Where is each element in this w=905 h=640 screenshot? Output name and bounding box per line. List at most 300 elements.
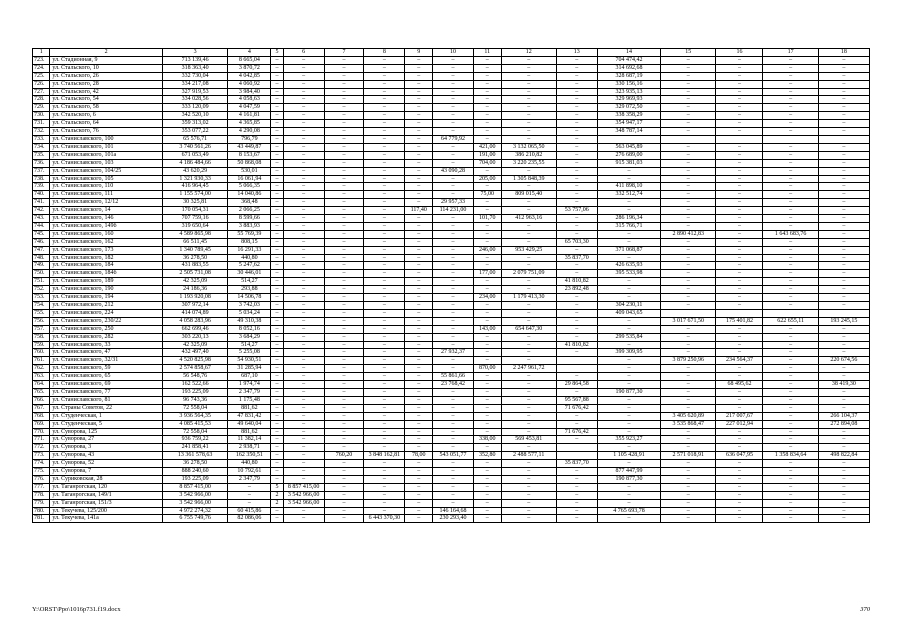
value-cell: – bbox=[283, 72, 324, 80]
value-cell: – bbox=[271, 215, 283, 223]
value-cell: – bbox=[763, 96, 818, 104]
value-cell: 414 074,89 bbox=[162, 309, 227, 317]
value-cell: – bbox=[324, 135, 364, 143]
value-cell: – bbox=[271, 120, 283, 128]
value-cell: 246,00 bbox=[473, 246, 501, 254]
value-cell: – bbox=[433, 483, 474, 491]
value-cell: – bbox=[433, 80, 474, 88]
value-cell: – bbox=[271, 286, 283, 294]
table-row bbox=[33, 515, 870, 523]
value-cell: – bbox=[763, 64, 818, 72]
value-cell: – bbox=[271, 96, 283, 104]
table-row bbox=[33, 72, 870, 80]
value-cell: – bbox=[716, 262, 763, 270]
value-cell: 498 822,84 bbox=[818, 452, 869, 460]
value-cell: 2 505 731,08 bbox=[162, 270, 227, 278]
value-cell: – bbox=[283, 444, 324, 452]
value-cell: 177,00 bbox=[473, 270, 501, 278]
value-cell: – bbox=[433, 468, 474, 476]
value-cell: – bbox=[763, 199, 818, 207]
value-cell: – bbox=[364, 341, 405, 349]
value-cell: 1 179 413,30 bbox=[501, 294, 556, 302]
value-cell: – bbox=[271, 175, 283, 183]
value-cell: – bbox=[818, 460, 869, 468]
value-cell: 234 564,37 bbox=[716, 357, 763, 365]
address-cell: ул. Станиславского, 59 bbox=[50, 365, 163, 373]
table-row bbox=[33, 80, 870, 88]
address-cell: ул. Станиславского, 12/12 bbox=[50, 199, 163, 207]
value-cell: – bbox=[473, 262, 501, 270]
table-row bbox=[33, 294, 870, 302]
value-cell: – bbox=[364, 207, 405, 215]
table-row bbox=[33, 460, 870, 468]
value-cell: – bbox=[324, 483, 364, 491]
value-cell: – bbox=[763, 468, 818, 476]
value-cell: – bbox=[433, 151, 474, 159]
value-cell: – bbox=[716, 373, 763, 381]
value-cell: – bbox=[716, 460, 763, 468]
value-cell: 286 196,34 bbox=[597, 215, 660, 223]
value-cell: – bbox=[501, 357, 556, 365]
value-cell: – bbox=[763, 460, 818, 468]
row-number-cell: 736. bbox=[33, 159, 50, 167]
value-cell: – bbox=[405, 357, 433, 365]
value-cell: – bbox=[716, 286, 763, 294]
value-cell: – bbox=[405, 468, 433, 476]
value-cell: – bbox=[556, 120, 597, 128]
value-cell: – bbox=[716, 499, 763, 507]
value-cell: – bbox=[716, 159, 763, 167]
value-cell: – bbox=[818, 365, 869, 373]
value-cell: – bbox=[271, 302, 283, 310]
value-cell: – bbox=[501, 230, 556, 238]
value-cell: – bbox=[473, 135, 501, 143]
value-cell: – bbox=[405, 222, 433, 230]
value-cell: – bbox=[501, 428, 556, 436]
table-body bbox=[33, 56, 870, 522]
value-cell: – bbox=[763, 167, 818, 175]
value-cell: – bbox=[324, 309, 364, 317]
value-cell: – bbox=[818, 175, 869, 183]
row-number-cell: 741. bbox=[33, 199, 50, 207]
value-cell: 334 217,08 bbox=[162, 80, 227, 88]
value-cell: 809 015,40 bbox=[501, 191, 556, 199]
value-cell: – bbox=[364, 333, 405, 341]
value-cell: – bbox=[324, 207, 364, 215]
row-number-cell: 723. bbox=[33, 56, 50, 64]
value-cell: – bbox=[283, 475, 324, 483]
value-cell: – bbox=[556, 325, 597, 333]
row-number-cell: 777. bbox=[33, 483, 50, 491]
row-number-cell: 769. bbox=[33, 420, 50, 428]
value-cell: 808,15 bbox=[228, 238, 271, 246]
value-cell: – bbox=[716, 151, 763, 159]
table-row bbox=[33, 112, 870, 120]
value-cell: – bbox=[271, 317, 283, 325]
value-cell: – bbox=[763, 191, 818, 199]
row-number-cell: 745. bbox=[33, 230, 50, 238]
value-cell: – bbox=[271, 357, 283, 365]
row-number-cell: 750. bbox=[33, 270, 50, 278]
value-cell: – bbox=[405, 254, 433, 262]
value-cell: – bbox=[661, 191, 716, 199]
table-row bbox=[33, 436, 870, 444]
value-cell: – bbox=[271, 515, 283, 523]
value-cell: – bbox=[433, 444, 474, 452]
value-cell: 881,62 bbox=[228, 404, 271, 412]
value-cell: – bbox=[364, 436, 405, 444]
table-row bbox=[33, 349, 870, 357]
value-cell: 3 740 561,26 bbox=[162, 143, 227, 151]
value-cell: – bbox=[271, 373, 283, 381]
value-cell: – bbox=[501, 80, 556, 88]
value-cell bbox=[556, 365, 597, 373]
value-cell: – bbox=[818, 215, 869, 223]
value-cell: – bbox=[556, 270, 597, 278]
value-cell: – bbox=[405, 230, 433, 238]
value-cell: – bbox=[763, 183, 818, 191]
value-cell: 53 757,06 bbox=[556, 207, 597, 215]
value-cell: – bbox=[271, 151, 283, 159]
value-cell: – bbox=[364, 128, 405, 136]
value-cell: 68 495,62 bbox=[716, 381, 763, 389]
value-cell: – bbox=[271, 412, 283, 420]
value-cell: – bbox=[556, 483, 597, 491]
value-cell: – bbox=[405, 365, 433, 373]
value-cell: – bbox=[556, 215, 597, 223]
value-cell: – bbox=[661, 183, 716, 191]
value-cell: – bbox=[763, 56, 818, 64]
value-cell: – bbox=[763, 215, 818, 223]
value-cell: – bbox=[324, 317, 364, 325]
value-cell: – bbox=[271, 381, 283, 389]
value-cell: – bbox=[433, 104, 474, 112]
value-cell: – bbox=[501, 373, 556, 381]
value-cell bbox=[556, 452, 597, 460]
value-cell: – bbox=[433, 72, 474, 80]
value-cell bbox=[661, 309, 716, 317]
value-cell: – bbox=[818, 507, 869, 515]
table-row bbox=[33, 215, 870, 223]
value-cell: – bbox=[556, 199, 597, 207]
value-cell: 412 963,16 bbox=[501, 215, 556, 223]
value-cell: – bbox=[324, 460, 364, 468]
address-cell: ул. Стальского, 58 bbox=[50, 104, 163, 112]
value-cell: – bbox=[271, 112, 283, 120]
value-cell bbox=[818, 135, 869, 143]
row-number-cell: 752. bbox=[33, 286, 50, 294]
value-cell: – bbox=[473, 468, 501, 476]
value-cell: – bbox=[716, 270, 763, 278]
value-cell: – bbox=[473, 286, 501, 294]
value-cell: – bbox=[716, 483, 763, 491]
value-cell: – bbox=[405, 270, 433, 278]
value-cell: – bbox=[763, 420, 818, 428]
value-cell: 3 405 620,89 bbox=[661, 412, 716, 420]
value-cell: – bbox=[364, 468, 405, 476]
value-cell: – bbox=[661, 349, 716, 357]
value-cell: 440,80 bbox=[228, 460, 271, 468]
value-cell: 65 703,30 bbox=[556, 238, 597, 246]
table-row bbox=[33, 104, 870, 112]
value-cell: 5 066,35 bbox=[228, 183, 271, 191]
value-cell: – bbox=[818, 270, 869, 278]
value-cell: – bbox=[818, 222, 869, 230]
value-cell: – bbox=[661, 112, 716, 120]
value-cell: 266 104,37 bbox=[818, 412, 869, 420]
row-number-cell: 756. bbox=[33, 317, 50, 325]
value-cell: – bbox=[818, 254, 869, 262]
value-cell: – bbox=[405, 183, 433, 191]
value-cell: – bbox=[324, 396, 364, 404]
value-cell: – bbox=[283, 396, 324, 404]
value-cell: 3 684,29 bbox=[228, 333, 271, 341]
value-cell: 75,00 bbox=[473, 191, 501, 199]
value-cell: 1 358 834,64 bbox=[763, 452, 818, 460]
table-row bbox=[33, 468, 870, 476]
value-cell: – bbox=[763, 80, 818, 88]
value-cell: – bbox=[271, 135, 283, 143]
value-cell: – bbox=[433, 175, 474, 183]
table-row bbox=[33, 491, 870, 499]
value-cell: – bbox=[716, 222, 763, 230]
value-cell: – bbox=[716, 468, 763, 476]
value-cell: – bbox=[556, 104, 597, 112]
value-cell: – bbox=[556, 507, 597, 515]
value-cell: – bbox=[501, 420, 556, 428]
value-cell: – bbox=[818, 302, 869, 310]
value-cell: – bbox=[716, 491, 763, 499]
column-header: 7 bbox=[324, 49, 364, 57]
value-cell: – bbox=[473, 104, 501, 112]
value-cell: – bbox=[271, 309, 283, 317]
value-cell: – bbox=[271, 80, 283, 88]
value-cell: – bbox=[283, 373, 324, 381]
value-cell: – bbox=[763, 507, 818, 515]
value-cell: – bbox=[818, 104, 869, 112]
value-cell: 41 810,82 bbox=[556, 278, 597, 286]
value-cell: – bbox=[818, 491, 869, 499]
address-cell: ул. Станиславского, 184 bbox=[50, 262, 163, 270]
value-cell: – bbox=[556, 112, 597, 120]
value-cell: – bbox=[818, 436, 869, 444]
value-cell: – bbox=[597, 396, 660, 404]
value-cell: – bbox=[763, 483, 818, 491]
value-cell: – bbox=[473, 507, 501, 515]
value-cell: – bbox=[405, 151, 433, 159]
value-cell: 30 446,01 bbox=[228, 270, 271, 278]
table-row bbox=[33, 96, 870, 104]
value-cell: – bbox=[661, 388, 716, 396]
value-cell: – bbox=[763, 222, 818, 230]
value-cell: – bbox=[283, 302, 324, 310]
table-row bbox=[33, 428, 870, 436]
value-cell: – bbox=[473, 341, 501, 349]
value-cell: – bbox=[433, 357, 474, 365]
value-cell: – bbox=[597, 357, 660, 365]
value-cell: – bbox=[763, 72, 818, 80]
value-cell: 348 787,14 bbox=[597, 128, 660, 136]
address-cell: ул. Станиславского, 103 bbox=[50, 159, 163, 167]
row-number-cell: 771. bbox=[33, 436, 50, 444]
value-cell bbox=[661, 135, 716, 143]
value-cell: – bbox=[556, 191, 597, 199]
address-cell: ул. Студенческая, 5 bbox=[50, 420, 163, 428]
row-number-cell: 778. bbox=[33, 491, 50, 499]
address-cell: ул. Стальского, 10 bbox=[50, 64, 163, 72]
value-cell: – bbox=[433, 491, 474, 499]
address-cell: ул. Таганрогская, 151/3 bbox=[50, 499, 163, 507]
value-cell: – bbox=[364, 120, 405, 128]
value-cell: – bbox=[716, 80, 763, 88]
value-cell: – bbox=[283, 254, 324, 262]
address-cell: ул. Станиславского, 250 bbox=[50, 325, 163, 333]
row-number-cell: 730. bbox=[33, 112, 50, 120]
row-number-cell: 763. bbox=[33, 373, 50, 381]
value-cell: – bbox=[501, 199, 556, 207]
value-cell: 870,00 bbox=[473, 365, 501, 373]
value-cell: 395 533,98 bbox=[597, 270, 660, 278]
value-cell: – bbox=[271, 325, 283, 333]
header-row bbox=[33, 49, 870, 57]
value-cell: 175 401,82 bbox=[716, 317, 763, 325]
value-cell: 117,40 bbox=[405, 207, 433, 215]
address-cell: ул. Станиславского, 77 bbox=[50, 388, 163, 396]
value-cell: – bbox=[716, 96, 763, 104]
value-cell: – bbox=[818, 56, 869, 64]
value-cell bbox=[818, 309, 869, 317]
value-cell: – bbox=[818, 388, 869, 396]
value-cell: – bbox=[501, 262, 556, 270]
value-cell: – bbox=[473, 72, 501, 80]
value-cell: 953 429,25 bbox=[501, 246, 556, 254]
value-cell: 4 589 865,98 bbox=[162, 230, 227, 238]
value-cell: – bbox=[716, 207, 763, 215]
value-cell: 654 647,30 bbox=[501, 325, 556, 333]
value-cell: – bbox=[763, 262, 818, 270]
value-cell: – bbox=[661, 262, 716, 270]
address-cell: ул. Стальского, 42 bbox=[50, 88, 163, 96]
value-cell: 96 743,36 bbox=[162, 396, 227, 404]
table-row bbox=[33, 444, 870, 452]
address-cell: ул. Стальского, 6 bbox=[50, 112, 163, 120]
value-cell: 43 090,28 bbox=[433, 167, 474, 175]
value-cell: 2 347,79 bbox=[228, 475, 271, 483]
value-cell: 338,00 bbox=[473, 436, 501, 444]
address-cell: ул. Стальского, 54 bbox=[50, 96, 163, 104]
value-cell: – bbox=[661, 72, 716, 80]
address-cell: ул. Станиславского, 104/25 bbox=[50, 167, 163, 175]
value-cell: – bbox=[364, 381, 405, 389]
value-cell: – bbox=[324, 222, 364, 230]
value-cell: – bbox=[324, 183, 364, 191]
value-cell: – bbox=[324, 104, 364, 112]
value-cell: 55 861,66 bbox=[433, 373, 474, 381]
value-cell: – bbox=[324, 230, 364, 238]
value-cell: – bbox=[405, 381, 433, 389]
value-cell: – bbox=[473, 388, 501, 396]
value-cell: – bbox=[364, 349, 405, 357]
value-cell: – bbox=[716, 475, 763, 483]
value-cell: – bbox=[324, 56, 364, 64]
value-cell: – bbox=[501, 507, 556, 515]
value-cell: 3 017 671,50 bbox=[661, 317, 716, 325]
value-cell: – bbox=[283, 262, 324, 270]
value-cell: – bbox=[556, 246, 597, 254]
address-cell: ул. Станиславского, 184б bbox=[50, 270, 163, 278]
value-cell: – bbox=[405, 143, 433, 151]
value-cell: 3 742,03 bbox=[228, 302, 271, 310]
table-row bbox=[33, 270, 870, 278]
value-cell: – bbox=[271, 468, 283, 476]
value-cell: 2 574 858,67 bbox=[162, 365, 227, 373]
column-header: 18 bbox=[818, 49, 869, 57]
value-cell: – bbox=[661, 215, 716, 223]
value-cell: 191,00 bbox=[473, 151, 501, 159]
value-cell: – bbox=[818, 159, 869, 167]
value-cell: – bbox=[597, 499, 660, 507]
value-cell: – bbox=[364, 460, 405, 468]
column-header: 13 bbox=[556, 49, 597, 57]
value-cell: – bbox=[716, 302, 763, 310]
value-cell: – bbox=[661, 483, 716, 491]
column-header: 8 bbox=[364, 49, 405, 57]
value-cell: 888 240,60 bbox=[162, 468, 227, 476]
value-cell: – bbox=[364, 365, 405, 373]
value-cell: – bbox=[501, 104, 556, 112]
value-cell: – bbox=[405, 325, 433, 333]
value-cell: 146 164,68 bbox=[433, 507, 474, 515]
value-cell: – bbox=[405, 199, 433, 207]
address-cell: ул. Страны Советов, 22 bbox=[50, 404, 163, 412]
value-cell: – bbox=[763, 175, 818, 183]
value-cell: – bbox=[473, 428, 501, 436]
value-cell: – bbox=[405, 128, 433, 136]
value-cell: – bbox=[283, 183, 324, 191]
value-cell: 55 769,39 bbox=[228, 230, 271, 238]
value-cell: – bbox=[433, 88, 474, 96]
value-cell: – bbox=[405, 341, 433, 349]
value-cell: 426 635,93 bbox=[597, 262, 660, 270]
value-cell: – bbox=[283, 515, 324, 523]
value-cell: 11 382,14 bbox=[228, 436, 271, 444]
value-cell: – bbox=[283, 246, 324, 254]
value-cell: – bbox=[271, 183, 283, 191]
value-cell: – bbox=[661, 270, 716, 278]
value-cell: – bbox=[501, 88, 556, 96]
value-cell: 368,48 bbox=[228, 199, 271, 207]
row-number-cell: 770. bbox=[33, 428, 50, 436]
value-cell: – bbox=[716, 112, 763, 120]
address-cell: ул. Стальского, 28 bbox=[50, 80, 163, 88]
value-cell: 881,62 bbox=[228, 428, 271, 436]
address-cell: ул. Станиславского, 47 bbox=[50, 349, 163, 357]
value-cell: – bbox=[324, 120, 364, 128]
value-cell: – bbox=[661, 373, 716, 381]
value-cell: – bbox=[716, 88, 763, 96]
value-cell: – bbox=[501, 404, 556, 412]
value-cell: – bbox=[283, 159, 324, 167]
value-cell: – bbox=[661, 96, 716, 104]
value-cell: – bbox=[433, 246, 474, 254]
row-number-cell: 733. bbox=[33, 135, 50, 143]
value-cell: – bbox=[501, 112, 556, 120]
value-cell: 27 932,37 bbox=[433, 349, 474, 357]
value-cell: 514,27 bbox=[228, 341, 271, 349]
value-cell: – bbox=[405, 80, 433, 88]
value-cell: – bbox=[556, 436, 597, 444]
value-cell: – bbox=[433, 159, 474, 167]
